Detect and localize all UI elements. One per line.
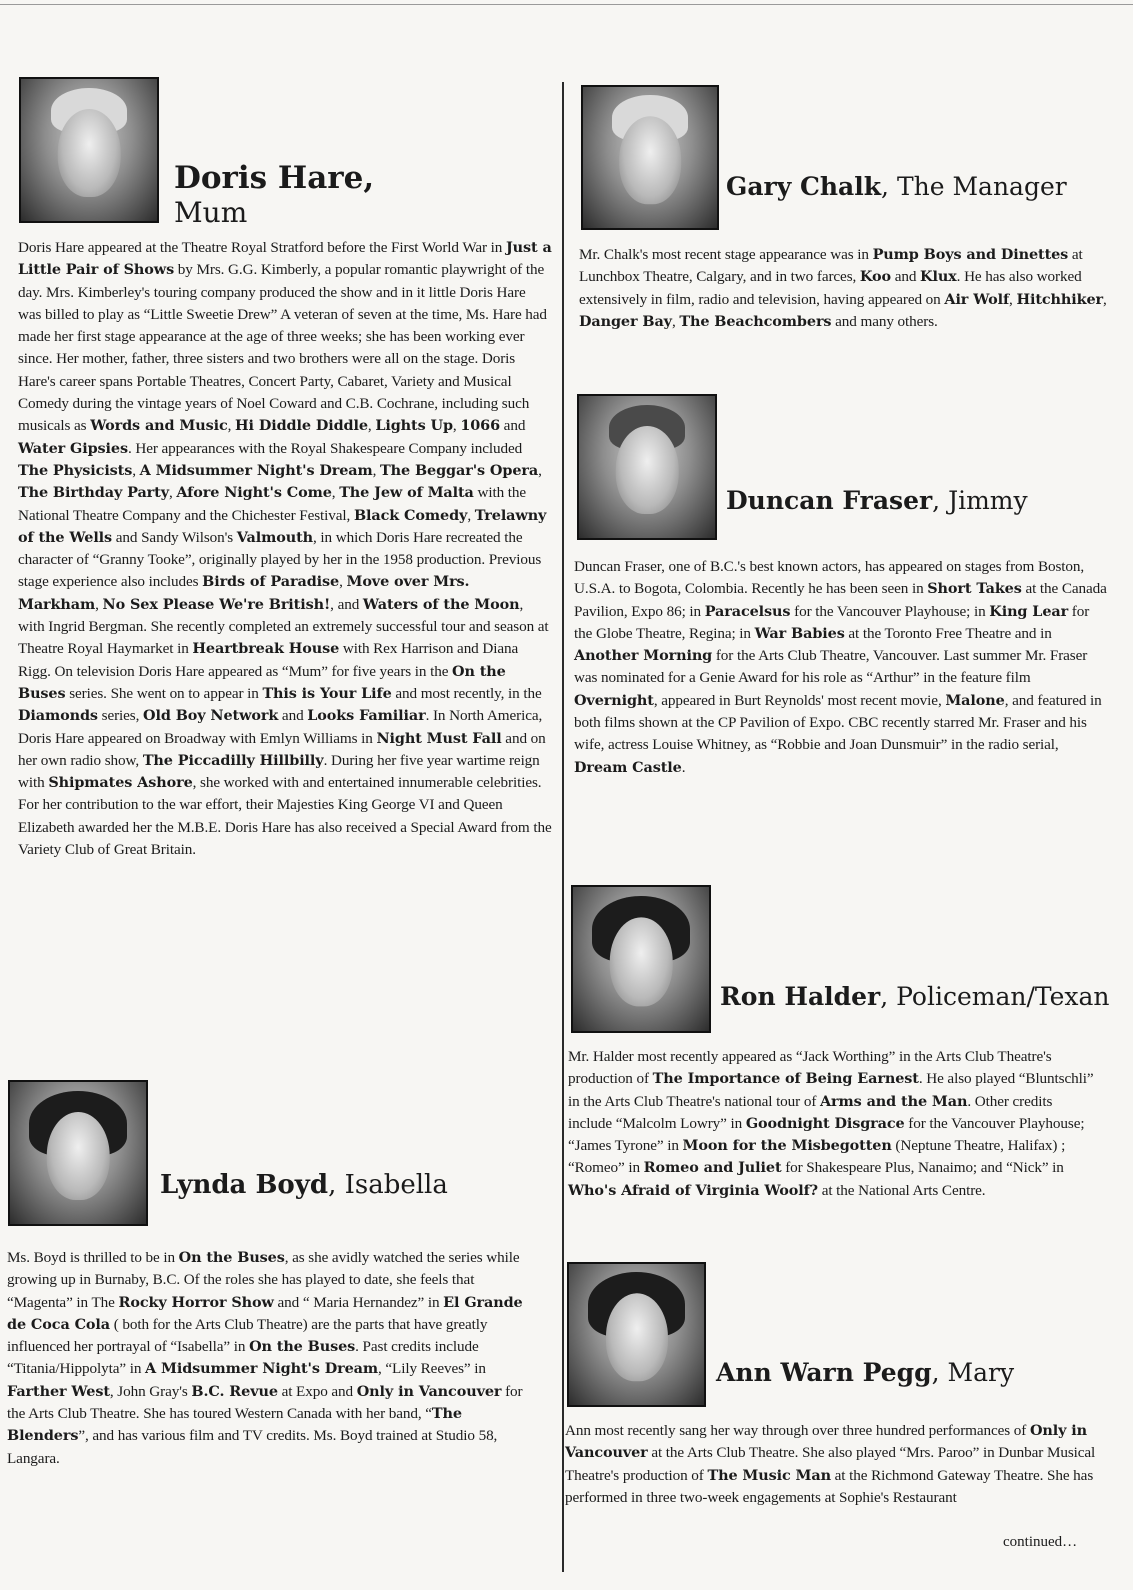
- gary-chalk-photo: [581, 85, 719, 230]
- production-title: Who's Afraid of Virginia Woolf?: [568, 1181, 819, 1199]
- production-title: Black Comedy: [353, 506, 468, 524]
- lynda-boyd-role: , Isabella: [328, 1170, 448, 1200]
- production-title: Malone: [945, 691, 1005, 709]
- duncan-fraser-bio: Duncan Fraser, one of B.C.'s best known actors, has appeared on stages from Boston, U.S.A. to Bogota, Colombia. Recently he has been seen in Short Takes at the Canada Pavilion, Expo 86; in Paracelsus for the Vancouver Playhouse; in King Lear for the Globe Theatre, Regina; in War Babies at the Toronto Free Theatre and in Another Morning for the Arts Club Theatre, Vancouver. Last summer Mr. Fraser was nominated for a Genie Award for his role as “Arthur” in the feature film Overnight, appeared in Burt Reynolds' most recent movie, Malone, and featured in both films shown at the CP Pavilion of Expo. CBC recently starred Mr. Fraser and his wife, actress Louise Whitney, as “Robbie and Joan Dunsmuir” in the radio serial, Dream Castle.: [574, 558, 1107, 776]
- doris-hare-bio: Doris Hare appeared at the Theatre Royal Stratford before the First World War in Just a Little Pair of Shows by Mrs. G.G. Kimberly, a popular romantic playwright of the day. Mrs. Kimberley's touring company produced the show and in it little Doris Hare was billed to play as “Little Sweetie Drew” A veteran of seven at the time, Ms. Hare had made her first stage appearance at the age of three weeks; she has been working ever since. Her mother, father, three sisters and two brothers were all on the stage. Doris Hare's career spans Portable Theatres, Concert Party, Cabaret, Variety and Musical Comedy during the vintage years of Noel Coward and C.B. Cochrane, including such musicals as Words and Music, Hi Diddle Diddle, Lights Up, 1066 and Water Gipsies. Her appearances with the Royal Shakespeare Company included The Physicists, A Midsummer Night's Dream, The Beggar's Opera, The Birthday Party, Afore Night's Come, The Jew of Malta with the National Theatre Company and the Chichester Festival, Black Comedy, Trelawny of the Wells and Sandy Wilson's Valmouth, in which Doris Hare recreated the character of “Granny Tooke”, originally played by her in the 1958 production. Previous stage experience also includes Birds of Paradise, Move over Mrs. Markham, No Sex Please We're British!, and Waters of the Moon, with Ingrid Bergman. She recently completed an extremely successful tour and season at Theatre Royal Haymarket in Heartbreak House with Rex Harrison and Diana Rigg. On television Doris Hare appeared as “Mum” for five years in the On the Buses series. She went on to appear in This is Your Life and most recently, in the Diamonds series, Old Boy Network and Looks Familiar. In North America, Doris Hare appeared on Broadway with Emlyn Williams in Night Must Fall and on her own radio show, The Piccadilly Hillbilly. During her five year wartime reign with Shipmates Ashore, she worked with and entertained innumerable celebrities. For her contribution to the war effort, their Majesties King George VI and Queen Elizabeth awarded her the M.B.E. Doris Hare has also received a Special Award from the Variety Club of Great Britain.: [18, 239, 552, 859]
- production-title: Romeo and Juliet: [643, 1159, 782, 1177]
- production-title: Paracelsus: [704, 602, 791, 620]
- production-title: Afore Night's Come: [176, 484, 332, 502]
- production-title: The Blenders: [7, 1405, 462, 1445]
- production-title: Koo: [859, 268, 892, 286]
- continued-note: continued…: [1003, 1534, 1078, 1550]
- production-title: King Lear: [989, 602, 1069, 620]
- production-title: The Piccadilly Hillbilly: [142, 751, 324, 769]
- production-title: Heartbreak House: [192, 640, 340, 658]
- lynda-boyd-photo: [8, 1080, 148, 1226]
- ann-warn-pegg-photo: [567, 1262, 706, 1407]
- duncan-fraser-name: Duncan Fraser: [726, 486, 933, 515]
- doris-hare-photo: [19, 77, 159, 223]
- doris-hare-heading: [174, 160, 374, 230]
- production-title: El Grande de Coca Cola: [7, 1293, 523, 1333]
- production-title: Words and Music: [90, 417, 228, 435]
- lynda-boyd-bio: Ms. Boyd is thrilled to be in On the Buses, as she avidly watched the series while growing up in Burnaby, B.C. Of the roles she has played to date, she feels that “Magenta” in The Rocky Horror Show and “ Maria Hernandez” in El Grande de Coca Cola ( both for the Arts Club Theatre) are the parts that have greatly influenced her portrayal of “Isabella” in On the Buses. Past credits include “Titania/Hippolyta” in A Midsummer Night's Dream, “Lily Reeves” in Farther West, John Gray's B.C. Revue at Expo and Only in Vancouver for the Arts Club Theatre. She has toured Western Canada with her band, “The Blenders”, and has various film and TV credits. Ms. Boyd trained at Studio 58, Langara.: [7, 1249, 523, 1467]
- lynda-boyd-name: Lynda Boyd: [160, 1170, 329, 1200]
- production-title: The Importance of Being Earnest: [652, 1070, 919, 1088]
- duncan-fraser-photo: [577, 394, 717, 540]
- gary-chalk-name: Gary Chalk: [726, 172, 882, 201]
- production-title: Arms and the Man: [819, 1092, 968, 1110]
- gary-chalk-heading: [726, 172, 1067, 201]
- production-title: Danger Bay: [579, 312, 672, 330]
- ron-halder-role: , Policeman/Texan: [880, 982, 1110, 1011]
- ron-halder-photo: [571, 885, 711, 1033]
- production-title: Night Must Fall: [376, 729, 502, 747]
- production-title: No Sex Please We're British!: [102, 595, 331, 613]
- production-title: Hi Diddle Diddle: [235, 417, 368, 435]
- gary-chalk-bio: Mr. Chalk's most recent stage appearance was in Pump Boys and Dinettes at Lunchbox Theatre, Calgary, and in two farces, Koo and Klux. He has also worked extensively in film, radio and television, having appeared on Air Wolf, Hitchhiker, Danger Bay, The Beachcombers and many others.: [579, 246, 1107, 330]
- column-divider: [562, 82, 564, 1572]
- production-title: The Beachcombers: [679, 312, 832, 330]
- production-title: Short Takes: [927, 580, 1022, 598]
- duncan-fraser-heading: [726, 486, 1028, 515]
- production-title: Pump Boys and Dinettes: [872, 246, 1069, 263]
- gary-chalk-role: , The Manager: [881, 172, 1067, 201]
- doris-hare-name: Doris Hare,: [174, 160, 375, 196]
- production-title: The Birthday Party: [18, 484, 169, 502]
- production-title: Old Boy Network: [143, 707, 279, 725]
- production-title: B.C. Revue: [191, 1382, 278, 1400]
- production-title: Overnight: [574, 691, 654, 709]
- production-title: Another Morning: [574, 647, 713, 665]
- production-title: Move over Mrs. Markham: [18, 573, 470, 613]
- production-title: Dream Castle: [574, 758, 682, 776]
- production-title: Hitchhiker: [1016, 290, 1104, 308]
- lynda-boyd-heading: [160, 1170, 448, 1200]
- doris-hare-role: Mum: [174, 196, 248, 229]
- production-title: Waters of the Moon: [362, 595, 520, 613]
- ron-halder-name: Ron Halder: [720, 982, 881, 1011]
- production-title: War Babies: [754, 624, 845, 642]
- production-title: A Midsummer Night's Dream: [145, 1360, 379, 1378]
- production-title: This is Your Life: [262, 684, 392, 702]
- ron-halder-bio: Mr. Halder most recently appeared as “Jack Worthing” in the Arts Club Theatre's production of The Importance of Being Earnest. He also played “Bluntschli” in the Arts Club Theatre's national tour of Arms and the Man. Other credits include “Malcolm Lowry” in Goodnight Disgrace for the Vancouver Playhouse; “James Tyrone” in Moon for the Misbegotten (Neptune Theatre, Halifax) ; “Romeo” in Romeo and Juliet for Shakespeare Plus, Nanaimo; and “Nick” in Who's Afraid of Virginia Woolf? at the National Arts Centre.: [568, 1048, 1094, 1199]
- production-title: Valmouth: [236, 528, 314, 546]
- production-title: Only in Vancouver: [565, 1422, 1088, 1462]
- production-title: Looks Familiar: [307, 707, 426, 725]
- production-title: Birds of Paradise: [202, 573, 340, 591]
- top-rule: [0, 4, 1133, 5]
- ron-halder-heading: [720, 982, 1110, 1011]
- production-title: 1066: [460, 417, 500, 435]
- production-title: On the Buses: [178, 1249, 285, 1266]
- production-title: Farther West: [7, 1382, 110, 1400]
- production-title: Shipmates Ashore: [48, 774, 193, 792]
- production-title: On the Buses: [249, 1338, 356, 1356]
- production-title: The Jew of Malta: [339, 484, 474, 502]
- production-title: Water Gipsies: [18, 439, 128, 457]
- production-title: Lights Up: [375, 417, 453, 435]
- production-title: The Beggar's Opera: [380, 461, 539, 479]
- production-title: Moon for the Misbegotten: [682, 1137, 892, 1155]
- production-title: Just a Little Pair of Shows: [18, 239, 552, 279]
- production-title: Only in Vancouver: [356, 1382, 502, 1400]
- ann-warn-pegg-name: Ann Warn Pegg: [716, 1358, 932, 1387]
- production-title: A Midsummer Night's Dream: [139, 461, 373, 479]
- production-title: Rocky Horror Show: [118, 1293, 274, 1311]
- ann-warn-pegg-heading: [716, 1358, 1014, 1387]
- production-title: On the Buses: [18, 662, 506, 702]
- ann-warn-pegg-bio: Ann most recently sang her way through over three hundred performances of Only in Vancouver at the Arts Club Theatre. She also played “Mrs. Paroo” in Dunbar Musical Theatre's production of The Music Man at the Richmond Gateway Theatre. She has performed in three two-week engagements at Sophie's Restaurant: [565, 1422, 1096, 1506]
- production-title: Klux: [920, 268, 957, 286]
- production-title: The Physicists: [18, 461, 133, 479]
- production-title: The Music Man: [707, 1466, 831, 1484]
- production-title: Goodnight Disgrace: [745, 1114, 905, 1132]
- ann-warn-pegg-role: , Mary: [931, 1358, 1015, 1387]
- production-title: Air Wolf: [944, 290, 1010, 308]
- duncan-fraser-role: , Jimmy: [932, 486, 1028, 515]
- production-title: Diamonds: [18, 707, 98, 725]
- production-title: Trelawny of the Wells: [18, 506, 547, 546]
